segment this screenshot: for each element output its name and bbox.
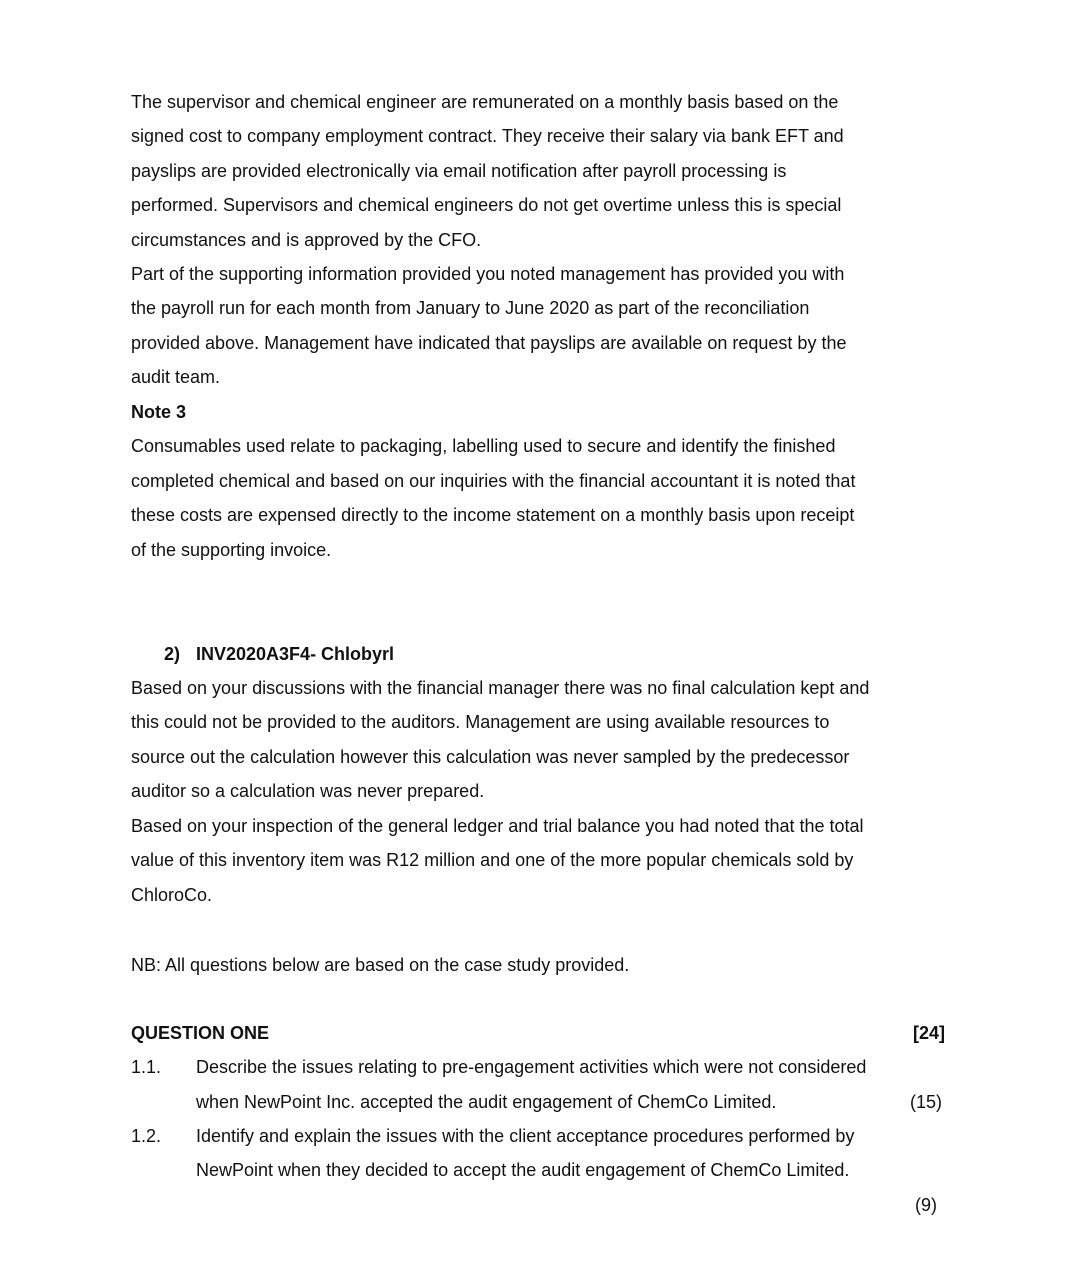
text-line: this could not be provided to the auditors. Management are using available resources to bbox=[131, 712, 830, 733]
text-line: completed chemical and based on our inquiries with the financial accountant it is noted that bbox=[131, 470, 856, 491]
section2-title: INV2020A3F4- Chlobyrl bbox=[196, 644, 395, 664]
question-marks: (9) bbox=[915, 1195, 937, 1215]
text-line: audit team. bbox=[131, 367, 221, 388]
text-line: circumstances and is approved by the CFO. bbox=[131, 229, 482, 250]
question-text-line: when NewPoint Inc. accepted the audit engagement of ChemCo Limited. bbox=[196, 1092, 777, 1112]
text-line: source out the calculation however this calculation was never sampled by the predecessor bbox=[131, 746, 850, 767]
question-one-total-marks: [24] bbox=[913, 1023, 946, 1043]
section2-number: 2) bbox=[164, 644, 181, 664]
section2-paragraph-2 bbox=[131, 809, 961, 912]
text-line: The supervisor and chemical engineer are remunerated on a monthly basis based on the bbox=[131, 92, 839, 112]
question-number: 1.1. bbox=[131, 1057, 162, 1077]
text-line: the payroll run for each month from January to June 2020 as part of the reconciliation bbox=[131, 298, 810, 319]
text-line: Based on your discussions with the financial manager there was no final calculation kept and bbox=[131, 678, 870, 698]
intro-paragraph bbox=[131, 85, 961, 257]
text-line: Part of the supporting information provided you noted management has provided you with bbox=[131, 264, 845, 284]
question-one-title: QUESTION ONE bbox=[131, 1023, 270, 1043]
nb-note: NB: All questions below are based on the case study provided. bbox=[131, 955, 630, 975]
text-line: Based on your inspection of the general ledger and trial balance you had noted that the total bbox=[131, 816, 864, 836]
text-line: performed. Supervisors and chemical engineers do not get overtime unless this is special bbox=[131, 195, 842, 216]
text-line: signed cost to company employment contract. They receive their salary via bank EFT and bbox=[131, 126, 844, 147]
text-line: value of this inventory item was R12 million and one of the more popular chemicals sold by bbox=[131, 850, 854, 871]
note3-heading: Note 3 bbox=[131, 402, 187, 422]
text-line: payslips are provided electronically via email notification after payroll processing is bbox=[131, 160, 787, 181]
question-text-line: NewPoint when they decided to accept the audit engagement of ChemCo Limited. bbox=[196, 1160, 850, 1180]
section2-paragraph-1 bbox=[131, 671, 961, 809]
question-text-line: Describe the issues relating to pre-engagement activities which were not considered bbox=[196, 1057, 867, 1077]
question-marks: (15) bbox=[910, 1092, 943, 1112]
text-line: provided above. Management have indicated that payslips are available on request by the bbox=[131, 332, 847, 353]
payroll-paragraph bbox=[131, 257, 961, 395]
text-line: Consumables used relate to packaging, labelling used to secure and identify the finished bbox=[131, 436, 836, 457]
text-line: of the supporting invoice. bbox=[131, 539, 332, 560]
text-line: ChloroCo. bbox=[131, 884, 213, 905]
text-line: auditor so a calculation was never prepared. bbox=[131, 781, 485, 802]
question-text-line: Identify and explain the issues with the client acceptance procedures performed by bbox=[196, 1126, 855, 1146]
text-line: these costs are expensed directly to the income statement on a monthly basis upon receipt bbox=[131, 505, 855, 526]
note3-section bbox=[131, 395, 961, 567]
question-number: 1.2. bbox=[131, 1126, 162, 1146]
